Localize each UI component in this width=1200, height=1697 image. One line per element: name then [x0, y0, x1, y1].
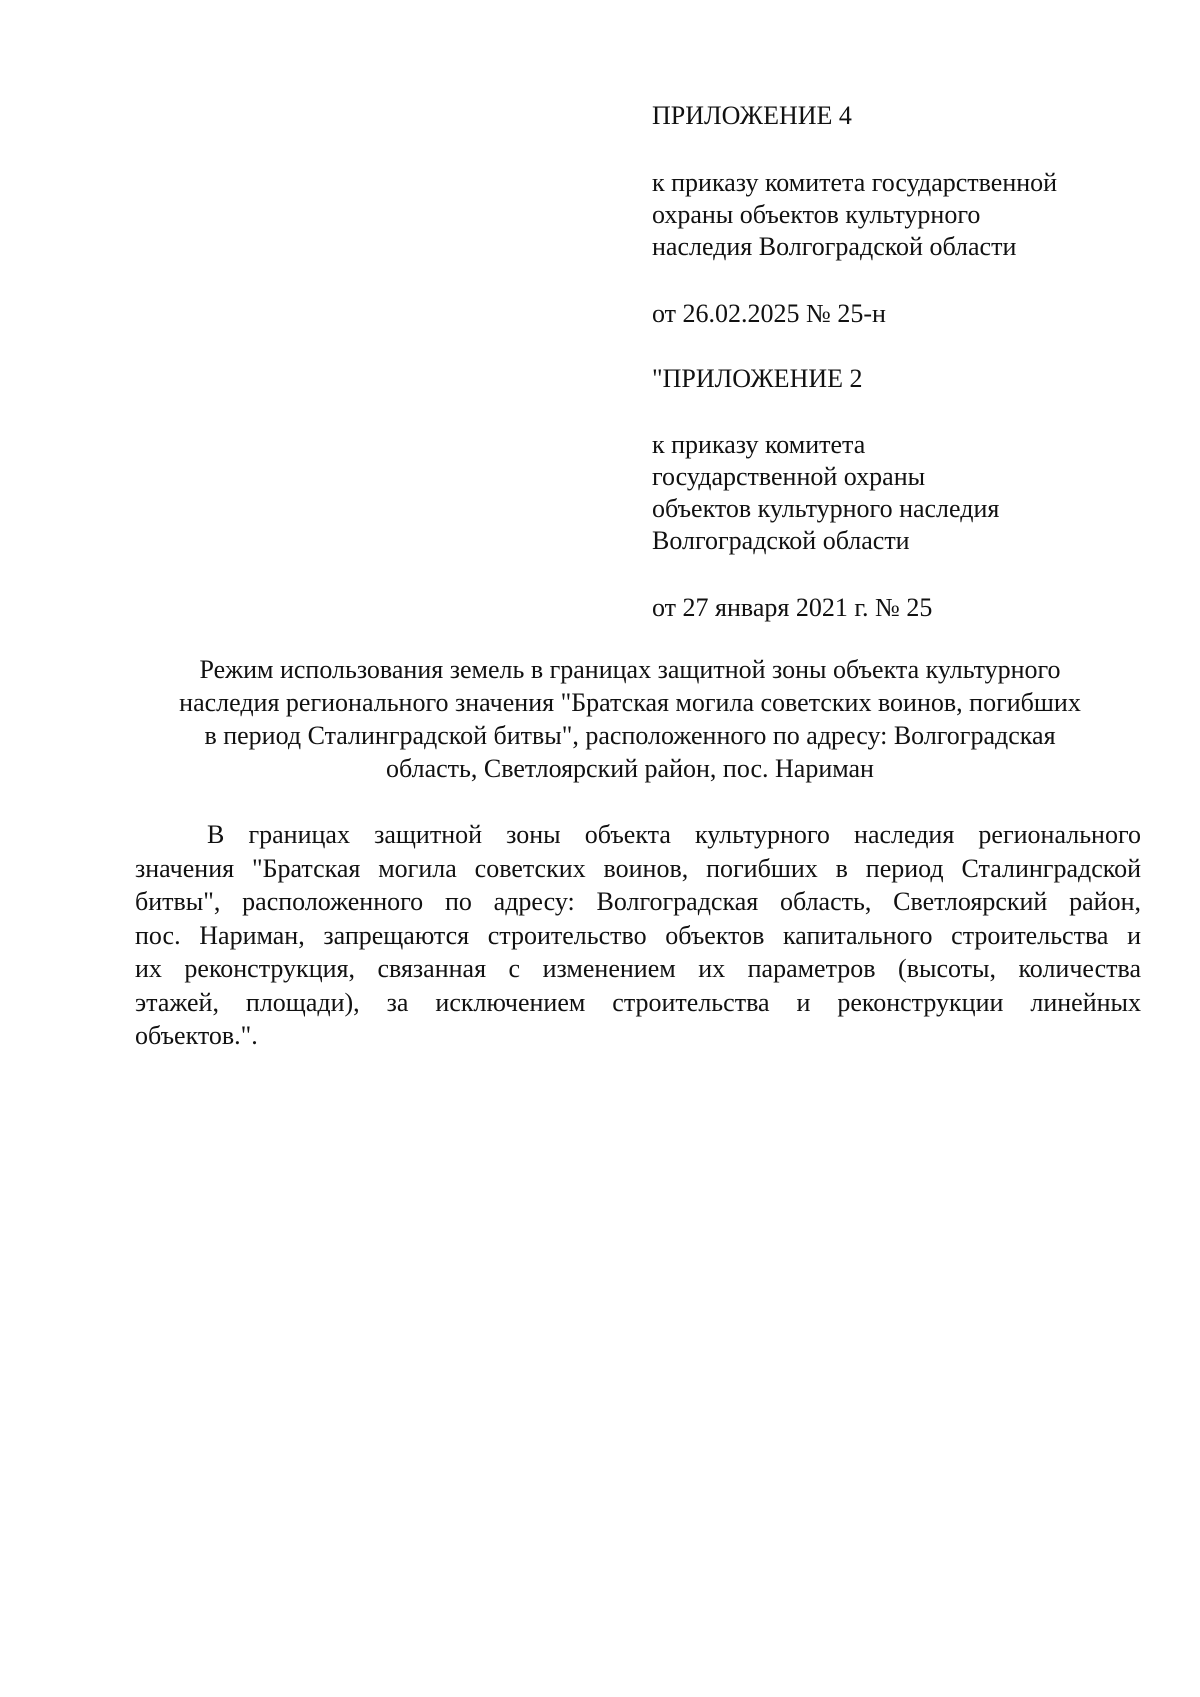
annex-2-reference [652, 429, 1172, 557]
title-line: наследия регионального значения "Братская могила советских воинов, погибших [179, 688, 1081, 717]
body-line: этажей, площади), за исключением строительства и реконструкции линейных [135, 987, 1141, 1017]
annex-2-heading [652, 363, 1172, 395]
annex-4-date-block [652, 298, 1172, 330]
body-line: битвы", расположенного по адресу: Волгоградская область, Светлоярский район, [135, 887, 1141, 916]
document-body-paragraph [135, 818, 1141, 1053]
body-line: объектов.". [135, 1021, 258, 1050]
annex-4-ref-line: к приказу комитета государственной [652, 168, 1058, 197]
title-line: в период Сталинградской битвы", расположенного по адресу: Волгоградская [204, 721, 1056, 750]
annex-2-ref-line: Волгоградской области [652, 526, 910, 555]
body-line: их реконструкция, связанная с изменением их параметров (высоты, количества [135, 954, 1141, 983]
body-line: пос. Нариман, запрещаются строительство объектов капитального строительства и [135, 920, 1141, 950]
annex-4-title: ПРИЛОЖЕНИЕ 4 [652, 101, 852, 130]
body-line: значения "Братская могила советских воинов, погибших в период Сталинградской [135, 853, 1141, 883]
title-line: область, Светлоярский район, пос. Нариман [386, 754, 874, 783]
annex-4-reference [652, 167, 1172, 263]
annex-2-date-block [652, 592, 1172, 624]
annex-2-title: "ПРИЛОЖЕНИЕ 2 [652, 364, 863, 393]
annex-4-heading [652, 100, 1172, 132]
annex-4-ref-line: наследия Волгоградской области [652, 232, 1017, 261]
annex-2-ref-line: к приказу комитета [652, 430, 866, 459]
annex-2-date: от 27 января 2021 г. № 25 [652, 593, 933, 622]
annex-4-date: от 26.02.2025 № 25-н [652, 299, 886, 328]
body-line: В границах защитной зоны объекта культурного наследия регионального [207, 820, 1141, 849]
annex-2-ref-line: объектов культурного наследия [652, 494, 1000, 523]
annex-2-ref-line: государственной охраны [652, 462, 926, 491]
title-line: Режим использования земель в границах защитной зоны объекта культурного [199, 655, 1061, 684]
document-title [130, 653, 1130, 785]
annex-4-ref-line: охраны объектов культурного [652, 200, 981, 229]
